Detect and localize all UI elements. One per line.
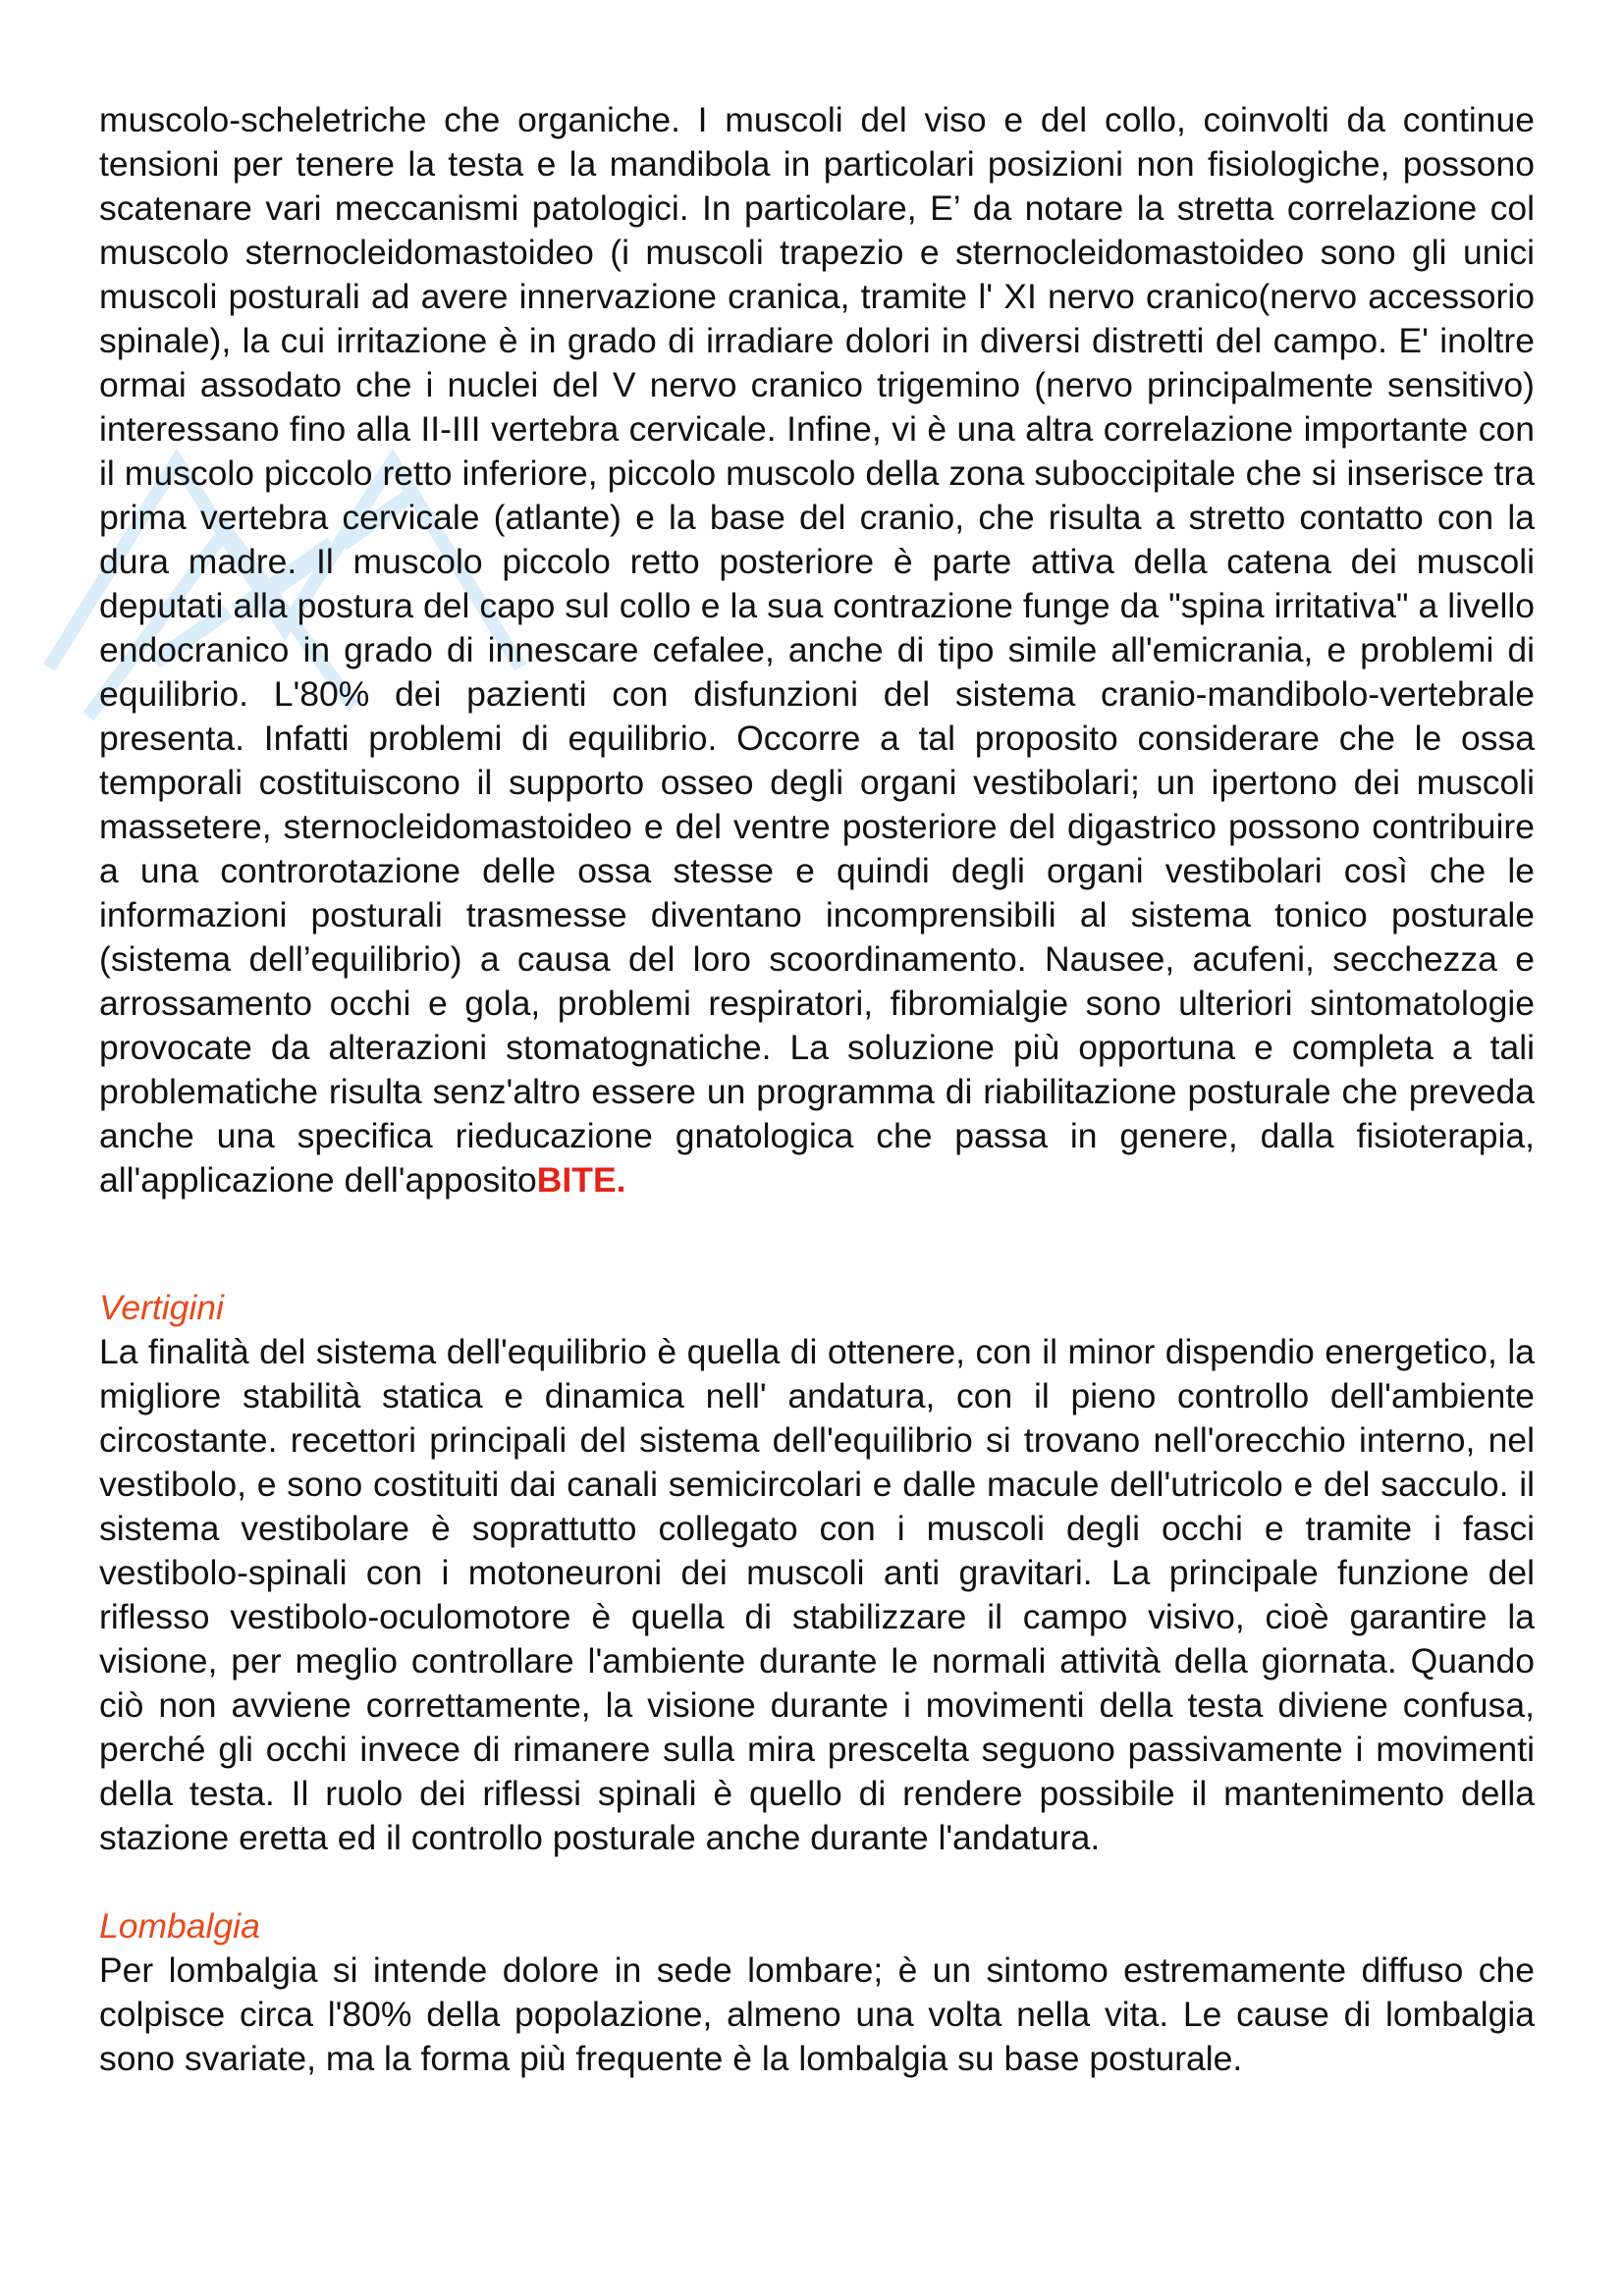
heading-lombalgia: Lombalgia: [99, 1906, 260, 1946]
paragraph-intro: [99, 98, 1535, 1202]
paragraph-lombalgia: Per lombalgia si intende dolore in sede lombare; è un sintomo estremamente diffuso che colpisce circa l'80% della popolazione, almeno una volta nella vita. Le cause di lombalgia sono svariate, ma la forma più frequente è la lombalgia su base posturale.: [99, 1950, 1535, 2078]
heading-vertigini: Vertigini: [99, 1288, 224, 1327]
paragraph-vertigini: La finalità del sistema dell'equilibrio è quella di ottenere, con il minor dispendio energetico, la migliore stabilità statica e dinamica nell' andatura, con il pieno controllo dell'ambiente circostante. recettori principali del sistema dell'equilibrio si trovano nell'orecchio interno, nel vestibolo, e sono costituiti dai canali semicircolari e dalle macule dell'utricolo e del sacculo. il sistema vestibolare è soprattutto collegato con i muscoli degli occhi e tramite i fasci vestibolo-spinali con i motoneuroni dei muscoli anti gravitari. La principale funzione del riflesso vestibolo-oculomotore è quella di stabilizzare il campo visivo, cioè garantire la visione, per meglio controllare l'ambiente durante le normali attività della giornata. Quando ciò non avviene correttamente, la visione durante i movimenti della testa diviene confusa, perché gli occhi invece di rimanere sulla mira prescelta seguono passivamente i movimenti della testa. Il ruolo dei riflessi spinali è quello di rendere possibile il mantenimento della stazione eretta ed il controllo posturale anche durante l'andatura.: [99, 1332, 1535, 1857]
paragraph-intro-text: muscolo-scheletriche che organiche. I muscoli del viso e del collo, coinvolti da continue tensioni per tenere la testa e la mandibola in particolari posizioni non fisiologiche, possono scatenare vari meccanismi patologici. In particolare, E’ da notare la stretta correlazione col muscolo sternocleidomastoideo (i muscoli trapezio e sternocleidomastoideo sono gli unici muscoli posturali ad avere innervazione cranica, tramite l' XI nervo cranico(nervo accessorio spinale), la cui irritazione è in grado di irradiare dolori in diversi distretti del campo. E' inoltre ormai assodato che i nuclei del V nervo cranico trigemino (nervo principalmente sensitivo) interessano fino alla II-III vertebra cervicale. Infine, vi è una altra correlazione importante con il muscolo piccolo retto inferiore, piccolo muscolo della zona suboccipitale che si inserisce tra prima vertebra cervicale (atlante) e la base del cranio, che risulta a stretto contatto con la dura madre. Il muscolo piccolo retto posteriore è parte attiva della catena dei muscoli deputati alla postura del capo sul collo e la sua contrazione funge da "spina irritativa" a livello endocranico in grado di innescare cefalee, anche di tipo simile all'emicrania, e problemi di equilibrio. L'80% dei pazienti con disfunzioni del sistema cranio-mandibolo-vertebrale presenta. Infatti problemi di equilibrio. Occorre a tal proposito considerare che le ossa temporali costituiscono il supporto osseo degli organi vestibolari; un ipertono dei muscoli massetere, sternocleidomastoideo e del ventre posteriore del digastrico possono contribuire a una controrotazione delle ossa stesse e quindi degli organi vestibolari così che le informazioni posturali trasmesse diventano incomprensibili al sistema tonico posturale (sistema dell’equilibrio) a causa del loro scoordinamento. Nausee, acufeni, secchezza e arrossamento occhi e gola, problemi respiratori, fibromialgie sono ulteriori sintomatologie provocate da alterazioni stomatognatiche. La soluzione più opportuna e completa a tali problematiche risulta senz'altro essere un programma di riabilitazione posturale che preveda anche una specifica rieducazione gnatologica che passa in genere, dalla fisioterapia, all'applicazione dell'apposito: [99, 100, 1535, 1200]
bite-highlight: BITE.: [536, 1160, 626, 1200]
